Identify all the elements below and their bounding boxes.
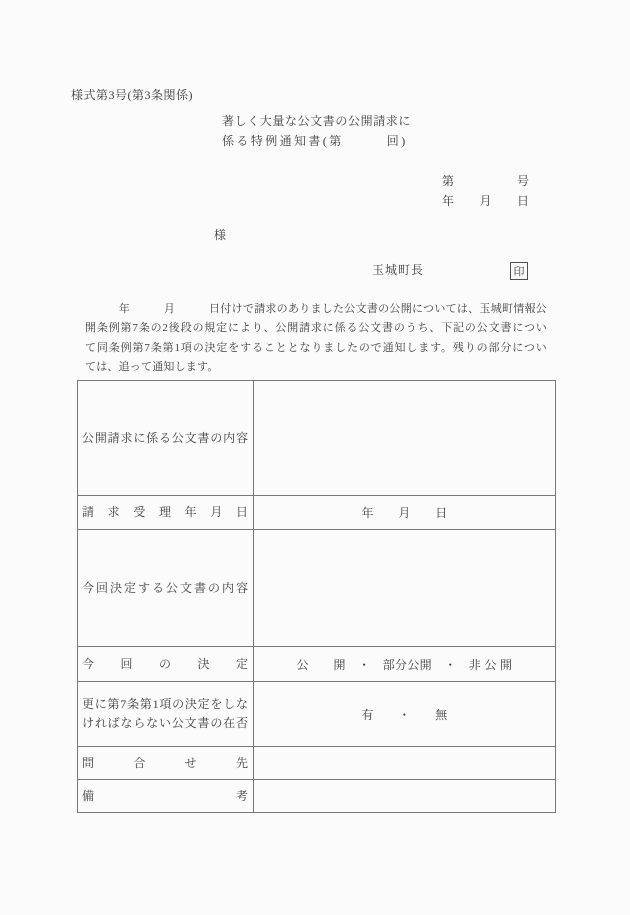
doc-date-line: 年 月 日: [442, 194, 530, 208]
row-label-text: 今回の決定: [82, 656, 248, 671]
title-line-1: 著しく大量な公文書の公開請求に: [222, 114, 412, 128]
row-label-text: 問合せ先: [82, 755, 248, 770]
row-label-text: 請求受理年月日: [82, 505, 248, 519]
addressee-suffix: 様: [214, 228, 227, 242]
header-number-block: [442, 171, 530, 211]
document-title: [222, 112, 411, 151]
doc-number-line: 第 号: [442, 174, 530, 188]
notice-table: [77, 380, 556, 813]
row-label-text: 備考: [82, 788, 248, 803]
seal-stamp-icon: 印: [510, 262, 528, 280]
sender-name: 玉城町長: [372, 263, 425, 277]
row-label-remaining-docs: [78, 681, 254, 746]
title-line-2: 係る特例通知書(第 回): [222, 133, 408, 148]
body-line: 年 月 日付けで請求のありました公文書の公開については、玉城町情報公: [85, 303, 547, 315]
cell-request-content: [254, 381, 555, 495]
row-label-text2: ければならない公文書の在否: [82, 716, 248, 730]
row-label-text: 今回決定する公文書の内容: [82, 580, 248, 595]
body-line: 開条例第7条の2後段の規定により、公開請求に係る公文書のうち、下記の公文書につい: [85, 322, 547, 335]
cell-decision-options: [254, 646, 555, 681]
cell-contact: [254, 746, 555, 779]
cell-remarks: [254, 779, 555, 812]
form-number-label: 様式第3号(第3条関係): [71, 88, 193, 102]
row-label-receipt-date: [78, 495, 254, 529]
row-label-text: 公開請求に係る公文書の内容: [82, 430, 248, 445]
row-label-request-content: [78, 381, 254, 495]
cell-value: 年 月 日: [361, 506, 448, 520]
row-label-remarks: [78, 779, 254, 812]
cell-value: 公 開 ・ 部分公開 ・ 非 公 開: [296, 657, 513, 672]
row-label-decision: [78, 646, 254, 681]
body-paragraph: [85, 300, 547, 377]
row-label-decided-content: [78, 529, 254, 646]
cell-receipt-date: [254, 495, 555, 529]
row-label-text: 更に第7条第1項の決定をしな: [82, 697, 248, 711]
cell-exist-options: [254, 681, 555, 746]
cell-decided-content: [254, 529, 555, 646]
body-line: て同条例第7条第1項の決定をすることとなりましたので通知します。残りの部分につい: [85, 341, 547, 354]
body-line: ては、追って通知します。: [85, 360, 219, 373]
row-label-contact: [78, 746, 254, 779]
cell-value: 有 ・ 無: [361, 707, 448, 722]
